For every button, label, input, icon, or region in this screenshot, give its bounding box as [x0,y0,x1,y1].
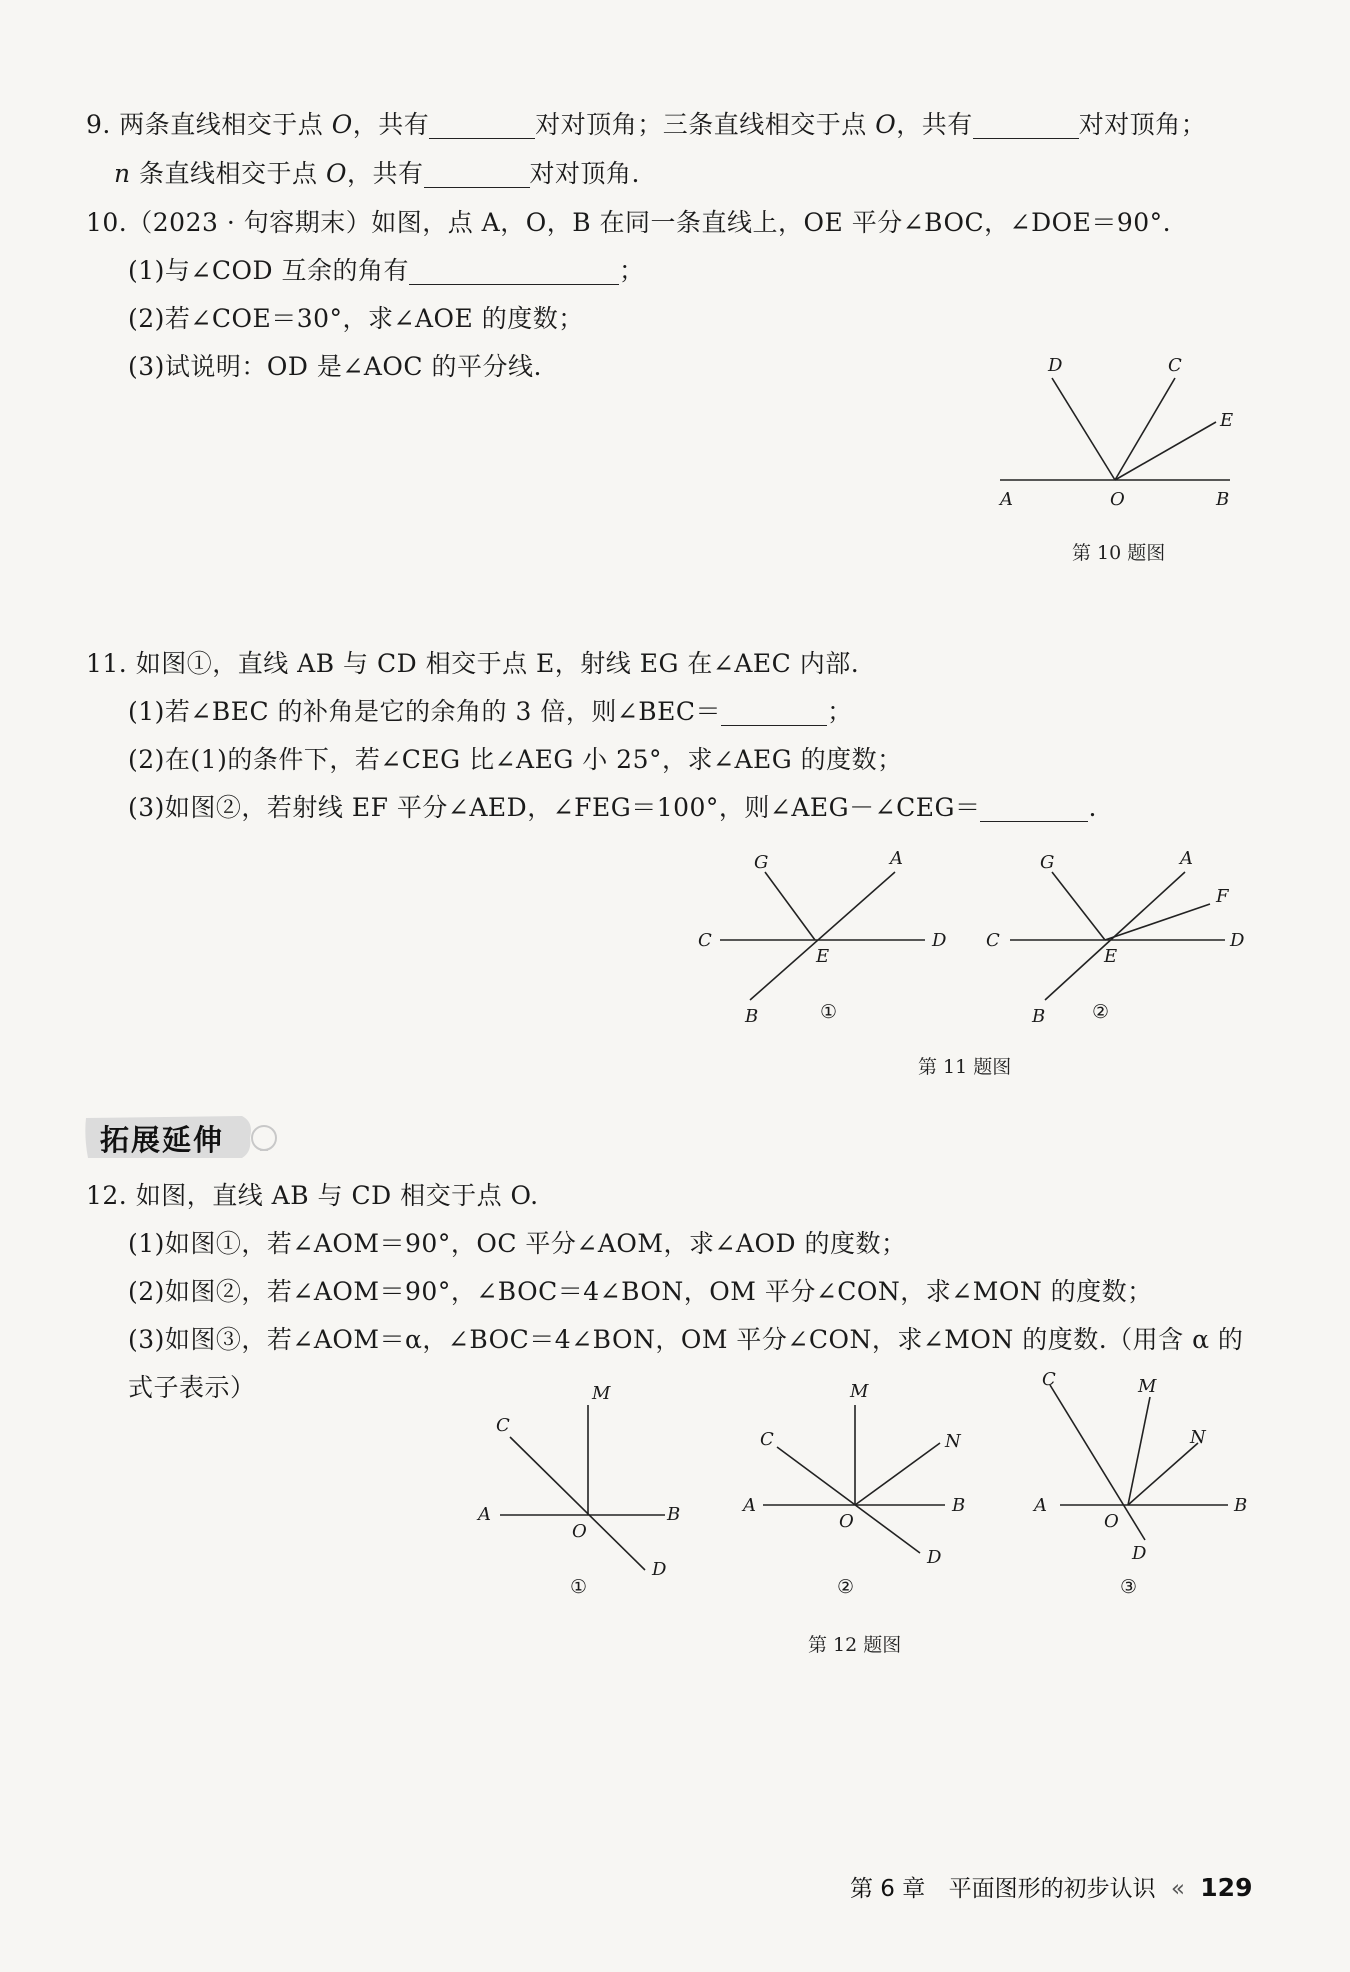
q12f2-line-cd [777,1447,920,1553]
q11f2-label-g: G [1040,852,1055,873]
q11f1-line-ab [750,872,895,1000]
q10-ray-od [1052,378,1115,480]
q12-part-3-continued: 式子表示） [128,1373,256,1402]
q9-text-d: ，共有 [896,110,973,139]
page-footer [850,1870,1252,1903]
q11-part-1 [128,695,853,729]
q12f2-label-a: A [743,1495,756,1516]
page-number: 129 [1200,1873,1253,1902]
q9-blank-3[interactable] [424,161,530,188]
q9-text-a: 9. 两条直线相交于点 [86,110,332,139]
q12f2-ray-on [855,1443,940,1505]
q10-ray-oc [1115,378,1175,480]
q11f2-ray-eg [1052,872,1105,940]
footer-title: 平面图形的初步认识 [948,1876,1156,1902]
q11f1-label-b: B [745,1006,759,1027]
q12f3-line-cd [1050,1385,1145,1540]
q11f2-label-b: B [1032,1006,1046,1027]
q11-figure-1 [690,840,960,1030]
q12f2-label-b: B [952,1495,966,1516]
q10-label-e: E [1220,410,1234,431]
q12f2-label-o: O [839,1511,854,1532]
footer-chapter: 第 6 章 [850,1876,926,1902]
q12f3-label-b: B [1234,1495,1248,1516]
q11f2-label-a: A [1180,848,1193,869]
q11f2-label-c: C [986,930,1000,951]
q10-label-b: B [1216,489,1230,510]
q12f3-label-o: O [1104,1511,1119,1532]
q11f1-label-e: E [816,946,830,967]
q11f2-label-f: F [1216,886,1229,907]
q10-ray-oe [1115,422,1216,480]
q10-part-1-text: (1)与∠COD 互余的角有 [128,256,409,285]
q12f3-label-n: N [1190,1427,1206,1448]
lightbulb-icon [252,1126,276,1150]
q9-line-1 [86,108,1206,142]
q10-part-1-end: ； [618,256,645,285]
q10-stem: 10.（2023 · 句容期末）如图，点 A，O，B 在同一条直线上，OE 平分∠BOC，∠DOE＝90°. [86,208,1172,237]
q10-part-3: (3)试说明：OD 是∠AOC 的平分线. [128,352,542,381]
q9-line-2 [114,157,640,191]
q9-point-o-2: O [875,110,897,139]
q12-figure-1-number: ① [570,1576,588,1598]
q12f1-label-d: D [652,1559,667,1580]
q11f2-label-d: D [1230,930,1245,951]
q11-part-2: (2)在(1)的条件下，若∠CEG 比∠AEG 小 25°，求∠AEG 的度数； [128,745,903,774]
q12f1-label-m: M [592,1383,611,1404]
q12f2-label-n: N [945,1431,961,1452]
q11f2-label-e: E [1104,946,1118,967]
q12f3-label-m: M [1138,1376,1157,1397]
q12-part-1: (1)如图①，若∠AOM＝90°，OC 平分∠AOM，求∠AOD 的度数； [128,1229,907,1258]
q12-figure-3 [1020,1365,1270,1605]
q11f1-label-g: G [754,852,769,873]
q12f2-label-c: C [760,1429,774,1450]
q9-text-h: 对对顶角. [529,159,640,188]
q9-text-g: ，共有 [347,159,424,188]
q9-point-o: O [331,110,353,139]
q11-caption: 第 11 题图 [918,1056,1012,1078]
q12f1-label-b: B [667,1504,681,1525]
q12f3-label-a: A [1034,1495,1047,1516]
double-chevron-left-icon: « [1170,1876,1185,1902]
section-title: 拓展延伸 [100,1123,225,1157]
q12f3-label-d: D [1132,1543,1147,1564]
q10-part-2: (2)若∠COE＝30°，求∠AOE 的度数； [128,304,584,333]
q10-caption: 第 10 题图 [1072,542,1166,564]
q12-caption: 第 12 题图 [808,1634,902,1656]
q12f1-label-c: C [496,1415,510,1436]
q11-part-3 [128,791,1097,825]
q11-part-1-end: ； [827,697,853,726]
q9-text-e: 对对顶角； [1078,110,1207,139]
q10-label-a: A [1000,489,1013,510]
q10-label-d: D [1048,355,1063,376]
q11f1-label-c: C [698,930,712,951]
q11f2-ray-ef [1105,904,1210,940]
q9-text-b: ，共有 [352,110,430,139]
q12-part-3: (3)如图③，若∠AOM＝α，∠BOC＝4∠BON，OM 平分∠CON，求∠MON 的度数.（用含 α 的 [128,1325,1244,1354]
q9-blank-2[interactable] [973,112,1079,139]
q9-point-o-3: O [326,159,348,188]
q9-blank-1[interactable] [429,112,535,139]
q11-part-3-text: (3)如图②，若射线 EF 平分∠AED，∠FEG＝100°，则∠AEG－∠CEG＝ [128,793,981,822]
q11-part-1-text: (1)若∠BEC 的补角是它的余角的 3 倍，则∠BEC＝ [128,697,722,726]
q12f1-label-o: O [572,1521,587,1542]
q10-figure [990,350,1250,510]
q11-figure-2-number: ② [1092,1001,1110,1023]
q10-part-1 [128,254,645,288]
q12-figure-3-number: ③ [1120,1576,1138,1598]
q11-blank-1[interactable] [721,699,827,726]
q12-figure-1 [470,1375,710,1605]
q11f1-ray-eg [765,872,815,940]
q12-part-2: (2)如图②，若∠AOM＝90°，∠BOC＝4∠BON，OM 平分∠CON，求∠MON 的度数； [128,1277,1153,1306]
q11-blank-2[interactable] [980,795,1088,822]
q12f1-label-a: A [478,1504,491,1525]
q10-label-o: O [1110,489,1125,510]
q10-blank[interactable] [409,258,619,285]
q9-text-f: 条直线相交于点 [130,159,327,188]
q12f2-label-m: M [850,1381,869,1402]
q12-stem: 12. 如图，直线 AB 与 CD 相交于点 O. [86,1181,539,1210]
q9-var-n: n [114,159,131,188]
q12-figure-2-number: ② [837,1576,855,1598]
q11-stem: 11. 如图①，直线 AB 与 CD 相交于点 E，射线 EG 在∠AEC 内部. [86,649,860,678]
q12f2-label-d: D [927,1547,942,1568]
q12-figure-2 [735,1375,985,1605]
q11f1-label-d: D [932,930,947,951]
q11-figure-2 [980,840,1260,1030]
q12f1-line-cd [510,1437,645,1570]
q12f3-label-c: C [1042,1369,1056,1390]
q9-text-c: 对对顶角；三条直线相交于点 [535,110,876,139]
q11-part-3-end: . [1088,793,1097,822]
q11-figure-1-number: ① [820,1001,838,1023]
q11f1-label-a: A [890,848,903,869]
q10-label-c: C [1168,355,1182,376]
